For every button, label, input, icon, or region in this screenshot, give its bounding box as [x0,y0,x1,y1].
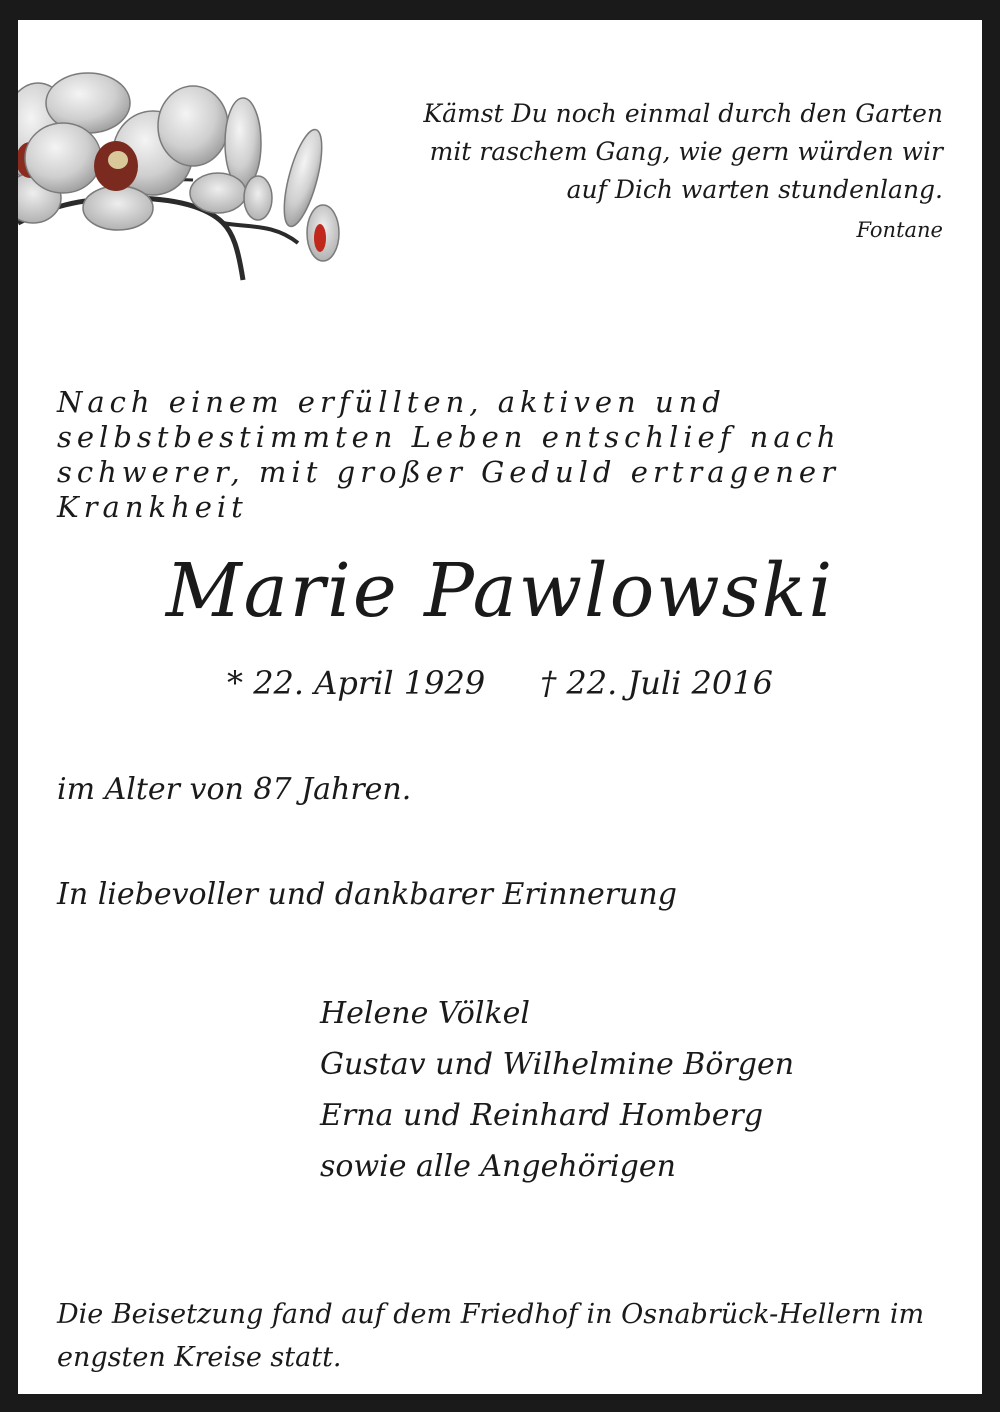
mourners-list [320,988,794,1192]
burial-notice [57,1293,957,1379]
mourner-name: sowie alle Angehörigen [320,1149,676,1184]
intro-text [57,385,937,525]
quote-author: Fontane [856,218,943,242]
burial-line: Die Beisetzung fand auf dem Friedhof in Osnabrück-Hellern im [57,1299,925,1330]
memory-text: In liebevoller und dankbarer Erinnerung [57,877,677,912]
quote-line: Kämst Du noch einmal durch den Garten [423,99,943,128]
death-date: † 22. Juli 2016 [540,664,773,702]
mourner-name: Helene Völkel [320,996,530,1031]
intro-line: selbstbestimmten Leben entschlief nach [57,420,841,454]
mourner-name: Gustav und Wilhelmine Börgen [320,1047,795,1082]
intro-line: Krankheit [57,490,248,524]
age-text: im Alter von 87 Jahren. [57,772,412,807]
quote-line: mit raschem Gang, wie gern würden wir [429,137,943,166]
quote-line: auf Dich warten stundenlang. [566,175,943,204]
intro-line: Nach einem erfüllten, aktiven und [57,385,726,419]
life-dates [0,664,1000,702]
mourner-name: Erna und Reinhard Homberg [320,1098,764,1133]
orchid-flower-icon [18,48,352,292]
burial-line: engsten Kreise statt. [57,1342,342,1373]
quote-text [343,95,943,209]
deceased-name: Marie Pawlowski [165,548,835,634]
birth-date: * 22. April 1929 [227,664,486,702]
intro-line: schwerer, mit großer Geduld ertragener [57,455,840,489]
